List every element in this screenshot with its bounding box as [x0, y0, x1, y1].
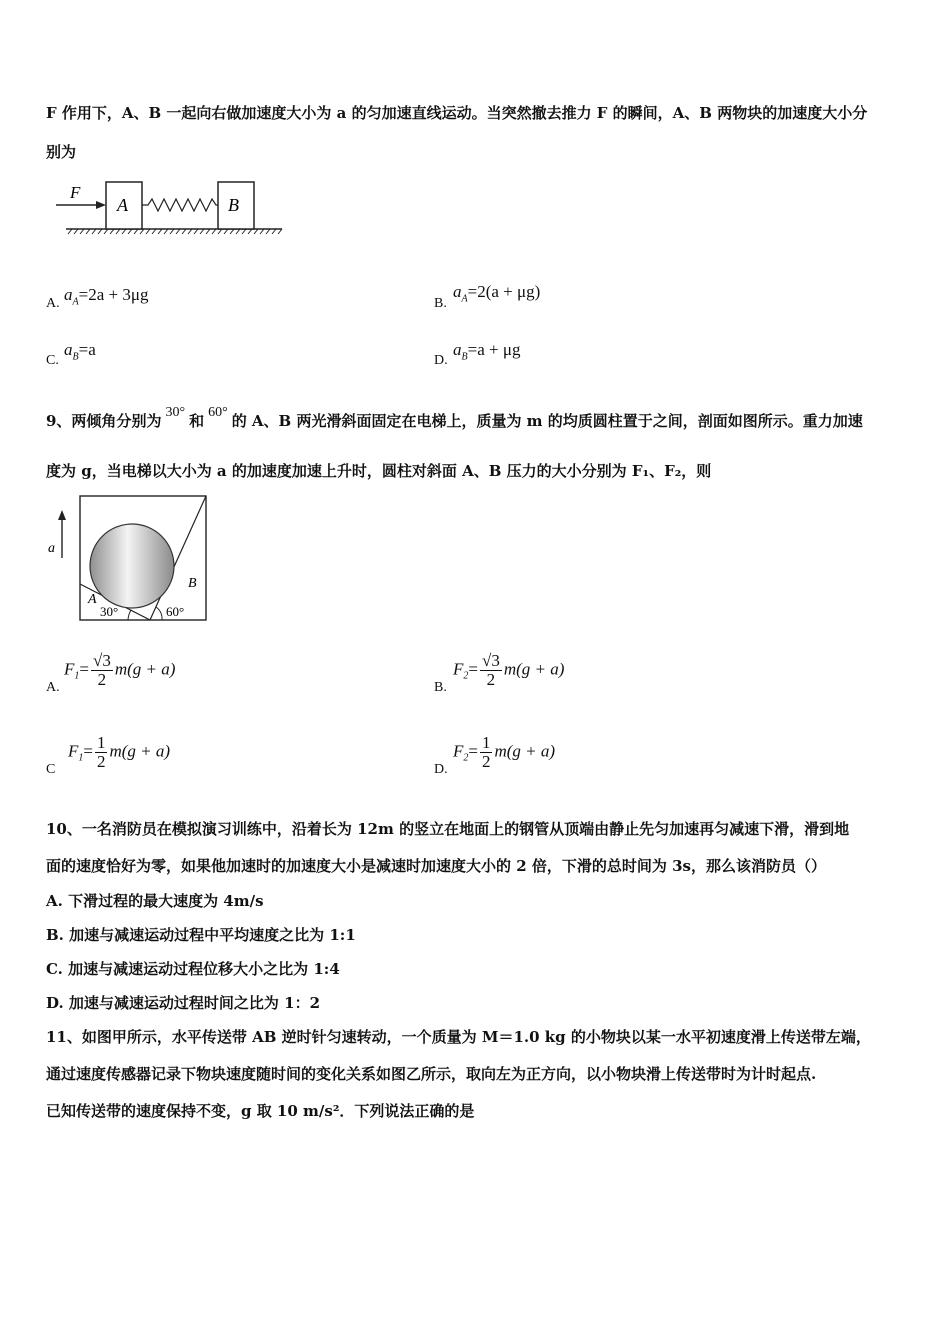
block-a-label: A: [117, 195, 128, 215]
q8-option-d-letter: D.: [434, 353, 448, 368]
q10-option-a: A. 下滑过程的最大速度为 4m/s: [46, 892, 264, 910]
q8-option-b-formula: $a_A=2(a + \mu g)$: [453, 282, 541, 305]
q9-stem-line2: 度为 g，当电梯以大小为 a 的加速度加速上升时，圆柱对斜面 A、B 压力的大小分别为 F₁、F₂，则: [46, 462, 712, 480]
q11-stem-line2: 通过速度传感器记录下物块速度随时间的变化关系如图乙所示，取向左为正方向，以小物块滑上传送带时为计时起点.: [46, 1065, 817, 1083]
angle-60: 60°: [208, 405, 228, 420]
q8-option-a-formula: $a_A=2a + 3\mu g$: [64, 285, 149, 308]
q10-option-d: D. 加速与减速运动过程时间之比为 1：2: [46, 994, 321, 1012]
q11-stem-line1: 11、如图甲所示，水平传送带 AB 逆时针匀速转动，一个质量为 M＝1.0 kg 的小物块以某一水平初速度滑上传送带左端，: [46, 1028, 871, 1046]
q8-stem-line2: 别为: [46, 143, 77, 161]
q8-stem-line1: F 作用下，A、B 一起向右做加速度大小为 a 的匀加速直线运动。当突然撤去推力 F 的瞬间，A、B 两物块的加速度大小分: [46, 104, 868, 122]
q8-option-b-letter: B.: [434, 296, 447, 311]
angle-arc-a: [128, 610, 131, 620]
q9-figure-elevator-cylinder: [44, 492, 214, 626]
q10-stem-line1: 10、一名消防员在模拟演习训练中，沿着长为 12m 的竖立在地面上的钢管从顶端由静止先匀加速再匀减速下滑，滑到地: [46, 820, 850, 838]
q10-option-b: B. 加速与减速运动过程中平均速度之比为 1:1: [46, 926, 356, 944]
accel-arrow-head: [58, 510, 66, 520]
q8-option-a-letter: A.: [46, 296, 60, 311]
slope-b-label: B: [188, 576, 197, 591]
q9-option-c-formula: $F_1=$ $\frac{1}{2}$ m(g + a): [68, 733, 171, 771]
force-label: F: [70, 183, 81, 202]
q9-option-b-formula: $F_2=$ $\frac{√3}{2}$ m(g + a): [453, 651, 565, 689]
angle-b-label: 60°: [166, 604, 185, 619]
angle-a-label: 30°: [100, 604, 119, 619]
cylinder: [90, 524, 174, 608]
angle-30: 30°: [165, 405, 186, 420]
q11-stem-line3: 已知传送带的速度保持不变，g 取 10 m/s²．下列说法正确的是: [46, 1102, 475, 1120]
q8-option-d-formula: $a_B=a + \mu g$: [453, 340, 521, 363]
q8-figure-blocks-spring: [52, 178, 287, 240]
slope-a-label: A: [88, 592, 97, 607]
q9-option-c-letter: C: [46, 762, 56, 777]
accel-label: a: [48, 541, 55, 556]
block-b-label: B: [228, 195, 239, 215]
q10-option-c: C. 加速与减速运动过程位移大小之比为 1:4: [46, 960, 340, 978]
q8-option-c-letter: C.: [46, 353, 59, 368]
angle-arc-b: [156, 607, 162, 620]
q9-option-d-formula: $F_2=$ $\frac{1}{2}$ m(g + a): [453, 733, 556, 771]
force-arrow-head: [96, 201, 106, 209]
q8-option-c-formula: $a_B=a$: [64, 340, 96, 363]
q9-option-d-letter: D.: [434, 762, 448, 777]
spring: [142, 199, 218, 211]
q9-stem-line1: 9、两倾角分别为 30° 和 60° 的 A、B 两光滑斜面固定在电梯上，质量为 m 的均质圆柱置于之间，剖面如图所示。重力加速: [46, 405, 863, 430]
q9-option-b-letter: B.: [434, 680, 447, 695]
q9-option-a-letter: A.: [46, 680, 60, 695]
q9-option-a-formula: $F_1=$ $\frac{√3}{2}$ m(g + a): [64, 651, 176, 689]
q10-stem-line2: 面的速度恰好为零，如果他加速时的加速度大小是减速时加速度大小的 2 倍，下滑的总时间为 3s，那么该消防员（）: [46, 857, 826, 875]
